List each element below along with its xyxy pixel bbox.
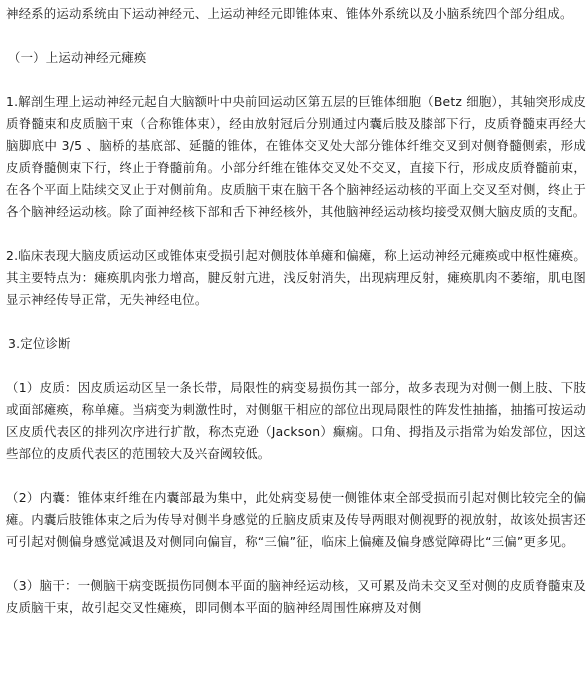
spacer <box>6 25 586 47</box>
intro-paragraph: 神经系的运动系统由下运动神经元、上运动神经元即锥体束、锥体外系统以及小脑系统四个部分组成。 <box>6 6 573 21</box>
spacer <box>6 311 586 333</box>
brainstem-paragraph: （3）脑干：一侧脑干病变既损伤同侧本平面的脑神经运动核，又可累及尚未交叉至对侧的皮质脊髓束及皮质脑干束，故引起交叉性瘫痪，即同侧本平面的脑神经周围性麻痹及对侧 <box>6 578 586 615</box>
spacer <box>6 553 586 575</box>
clinical-paragraph: 2.临床表现大脑皮质运动区或锥体束受损引起对侧肢体单瘫和偏瘫，称上运动神经元瘫痪或中枢性瘫痪。其主要特点为：瘫痪肌肉张力增高，腱反射亢进，浅反射消失，出现病理反射，瘫痪肌肉不萎缩，肌电图显示神经传导正常，无失神经电位。 <box>6 248 586 307</box>
localization-heading: 3.定位诊断 <box>8 336 71 351</box>
document-body <box>6 3 586 619</box>
cortex-paragraph: （1）皮质：因皮质运动区呈一条长带，局限性的病变易损伤其一部分，故多表现为对侧一侧上肢、下肢或面部瘫痪，称单瘫。当病变为刺激性时，对侧躯干相应的部位出现局限性的阵发性抽搐，抽搐可按运动区皮质代表区的排列次序进行扩散，称杰克逊（Jackson）癫痫。口角、拇指及示指常为始发部位，因这些部位的皮质代表区的范围较大及兴奋阈较低。 <box>6 380 586 461</box>
section-heading: （一）上运动神经元瘫痪 <box>8 50 147 65</box>
spacer <box>6 223 586 245</box>
internal-capsule-paragraph: （2）内囊：锥体束纤维在内囊部最为集中，此处病变易使一侧锥体束全部受损而引起对侧比较完全的偏瘫。内囊后肢锥体束之后为传导对侧半身感觉的丘脑皮质束及传导两眼对侧视野的视放射，故该处损害还可引起对侧偏身感觉减退及对侧同向偏盲，称“三偏”征，临床上偏瘫及偏身感觉障碍比“三偏”更多见。 <box>6 490 586 549</box>
spacer <box>6 355 586 377</box>
spacer <box>6 69 586 91</box>
anatomy-paragraph: 1.解剖生理上运动神经元起自大脑额叶中央前回运动区第五层的巨锥体细胞（Betz 细胞），其轴突形成皮质脊髓束和皮质脑干束（合称锥体束），经由放射冠后分别通过内囊后肢及膝部下行，皮质脊髓束再经大脑脚底中 3/5 、脑桥的基底部、延髓的锥体，在锥体交叉处大部分锥体纤维交叉到对侧脊髓侧索，形成皮质脊髓侧束下行，终止于脊髓前角。小部分纤维在锥体交叉处不交叉，直接下行，形成皮质脊髓前束，在各个平面上陆续交叉止于对侧前角。皮质脑干束在脑干各个脑神经运动核的平面上交叉至对侧，终止于各个脑神经运动核。除了面神经核下部和舌下神经核外，其他脑神经运动核均接受双侧大脑皮质的支配。 <box>6 94 586 219</box>
spacer <box>6 465 586 487</box>
